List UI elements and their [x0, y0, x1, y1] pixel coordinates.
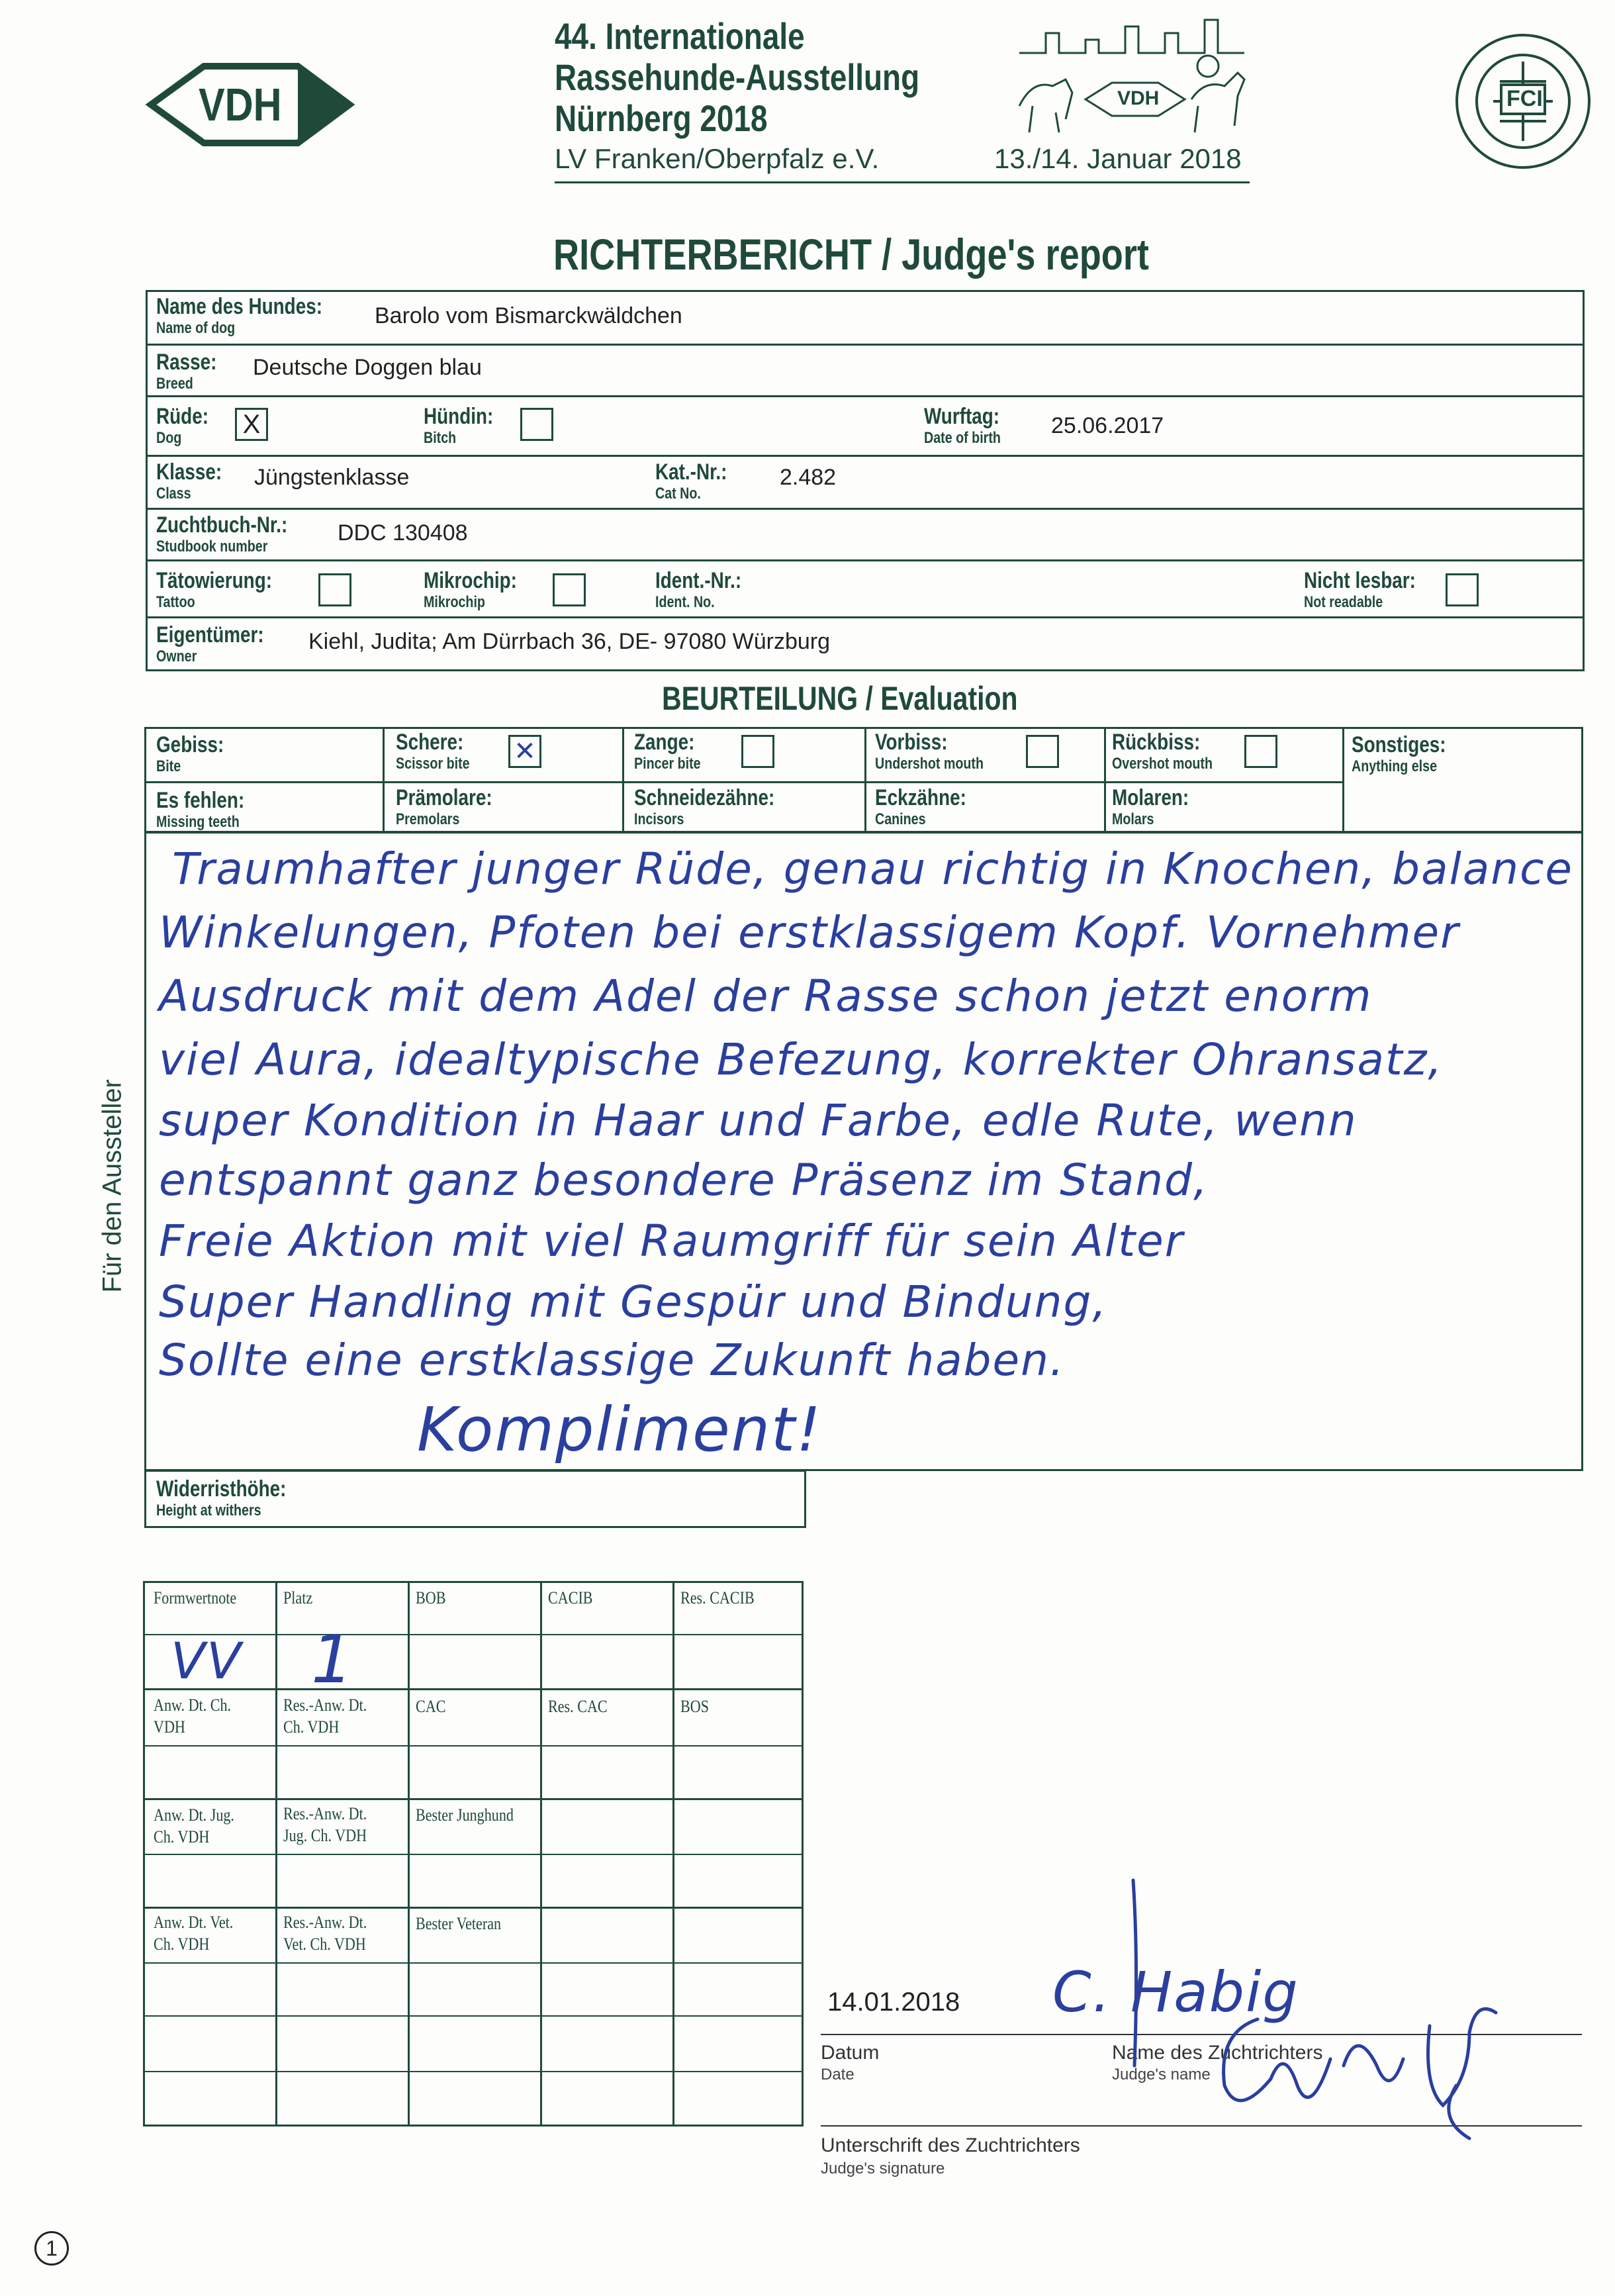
scissor-checkbox[interactable]: ✕ — [508, 735, 541, 768]
evaluation-line: viel Aura, idealtypische Befezung, korrekter Ohransatz, — [159, 1034, 1444, 1085]
show-date: 13./14. Januar 2018 — [994, 143, 1242, 174]
res-cac-header: Res. CAC — [548, 1697, 608, 1716]
res-anw-dt-jug-header: Res.-Anw. Dt. Jug. Ch. VDH — [283, 1804, 367, 1845]
withers-label: Widerristhöhe: Height at withers — [156, 1476, 287, 1519]
page-number: 1 — [34, 2231, 69, 2266]
evaluation-line: Freie Aktion mit viel Raumgriff für sein Alter — [159, 1216, 1184, 1267]
evaluation-line: Traumhafter junger Rüde, genau richtig in Knochen, balance — [172, 843, 1574, 894]
evaluation-title: BEURTEILUNG / Evaluation — [662, 680, 1018, 717]
res-anw-dt-ch-header: Res.-Anw. Dt. Ch. VDH — [283, 1696, 367, 1737]
cac-header: CAC — [416, 1697, 446, 1716]
show-title-line1: 44. Internationale — [555, 15, 805, 57]
show-title-line3: Nürnberg 2018 — [555, 97, 768, 139]
breed-value: Deutsche Doggen blau — [253, 355, 482, 380]
cacib-header: CACIB — [548, 1588, 593, 1607]
cat-no-label: Kat.-Nr.: Cat No. — [655, 459, 727, 502]
evaluation-line: super Kondition in Haar und Farbe, edle Rute, wenn — [159, 1095, 1358, 1146]
female-checkbox[interactable] — [520, 408, 553, 441]
female-label: Hündin: Bitch — [424, 404, 494, 447]
bite-label: Gebiss: Bite — [156, 732, 224, 775]
report-title: RICHTERBERICHT / Judge's report — [553, 230, 1149, 279]
grade-header: Formwertnote — [154, 1588, 237, 1607]
signature-sub: Judge's signature — [821, 2160, 945, 2177]
ident-label: Ident.-Nr.: Ident. No. — [655, 568, 742, 611]
dog-name-label: Name des Hundes: Name of dog — [156, 294, 322, 337]
res-anw-dt-vet-header: Res.-Anw. Dt. Vet. Ch. VDH — [283, 1913, 367, 1954]
breed-label: Rasse: Breed — [156, 350, 217, 393]
place-header: Platz — [283, 1588, 313, 1607]
evaluation-line: Sollte eine erstklassige Zukunft haben. — [159, 1335, 1065, 1386]
unreadable-label: Nicht lesbar: Not readable — [1304, 568, 1416, 611]
dob-label: Wurftag: Date of birth — [924, 404, 1001, 447]
evaluation-line: Super Handling mit Gespür und Bindung, — [159, 1276, 1108, 1327]
vdh-logo — [144, 58, 356, 151]
dob-value: 25.06.2017 — [1051, 413, 1164, 438]
pincer-label: Zange: Pincer bite — [634, 730, 701, 773]
date-value: 14.01.2018 — [827, 1987, 960, 2017]
owner-label: Eigentümer: Owner — [156, 622, 264, 665]
header-rule — [555, 181, 1250, 183]
bos-header: BOS — [680, 1697, 709, 1716]
res-cacib-header: Res. CACIB — [680, 1588, 755, 1607]
evaluation-line: Ausdruck mit dem Adel der Rasse schon jetzt enorm — [159, 971, 1373, 1022]
unreadable-checkbox[interactable] — [1446, 573, 1479, 606]
studbook-value: DDC 130408 — [338, 520, 468, 546]
side-text: Für den Aussteller — [97, 1079, 127, 1293]
vdh-logo-text: VDH — [199, 79, 282, 130]
place-value: 1 — [311, 1621, 355, 1698]
anw-dt-jug-header: Anw. Dt. Jug. Ch. VDH — [154, 1805, 234, 1846]
overshot-checkbox[interactable] — [1244, 735, 1277, 768]
other-label: Sonstiges: Anything else — [1352, 732, 1446, 775]
overshot-label: Rückbiss: Overshot mouth — [1112, 730, 1213, 773]
incisors-label: Schneidezähne: Incisors — [634, 785, 775, 828]
best-veteran-header: Bester Veteran — [416, 1914, 502, 1933]
anw-dt-ch-header: Anw. Dt. Ch. VDH — [154, 1696, 232, 1737]
judge-name-sub: Judge's name — [1112, 2066, 1211, 2083]
pincer-checkbox[interactable] — [741, 735, 774, 768]
undershot-checkbox[interactable] — [1026, 735, 1059, 768]
anw-dt-vet-header: Anw. Dt. Vet. Ch. VDH — [154, 1913, 234, 1954]
owner-value: Kiehl, Judita; Am Dürrbach 36, DE- 97080 Würzburg — [308, 629, 831, 654]
tattoo-label: Tätowierung: Tattoo — [156, 568, 273, 611]
judge-name-label: Name des Zuchtrichters — [1112, 2042, 1323, 2064]
male-checkbox[interactable]: X — [235, 408, 268, 441]
chip-checkbox[interactable] — [553, 573, 586, 606]
chip-label: Mikrochip: Mikrochip — [424, 568, 517, 611]
class-label: Klasse: Class — [156, 459, 222, 502]
fci-logo — [1454, 32, 1592, 171]
male-label: Rüde: Dog — [156, 404, 208, 447]
best-junior-header: Bester Junghund — [416, 1805, 514, 1825]
premolars-label: Prämolare: Premolars — [396, 785, 492, 828]
molars-label: Molaren: Molars — [1112, 785, 1189, 828]
scissor-label: Schere: Scissor bite — [396, 730, 470, 773]
judge-signature — [1125, 1867, 1536, 2145]
dog-name-value: Barolo vom Bismarckwäldchen — [375, 303, 682, 328]
date-label: Datum — [821, 2042, 880, 2064]
signature-label: Unterschrift des Zuchtrichters — [821, 2134, 1080, 2156]
badge-vdh-text: VDH — [1117, 87, 1160, 109]
show-title-line2: Rassehunde-Ausstellung — [555, 56, 920, 98]
evaluation-closing: Kompliment! — [417, 1394, 822, 1465]
class-value: Jüngstenklasse — [254, 465, 410, 490]
fci-logo-text: FCI — [1506, 86, 1543, 111]
dog-show-illustration — [1006, 13, 1258, 139]
cat-no-value: 2.482 — [780, 465, 837, 490]
evaluation-line: entspannt ganz besondere Präsenz im Stand, — [159, 1155, 1209, 1206]
evaluation-line: Winkelungen, Pfoten bei erstklassigem Kopf. Vornehmer — [159, 907, 1460, 958]
tattoo-checkbox[interactable] — [318, 573, 351, 606]
judge-name-handwritten: C. Habig — [1052, 1960, 1299, 2025]
studbook-label: Zuchtbuch-Nr.: Studbook number — [156, 512, 288, 555]
show-organizer: LV Franken/Oberpfalz e.V. — [555, 143, 880, 174]
missing-teeth-label: Es fehlen: Missing teeth — [156, 788, 245, 831]
undershot-label: Vorbiss: Undershot mouth — [875, 730, 984, 773]
bob-header: BOB — [416, 1588, 446, 1607]
canines-label: Eckzähne: Canines — [875, 785, 966, 828]
grade-value: VV — [171, 1631, 242, 1690]
date-sub: Date — [821, 2066, 854, 2083]
